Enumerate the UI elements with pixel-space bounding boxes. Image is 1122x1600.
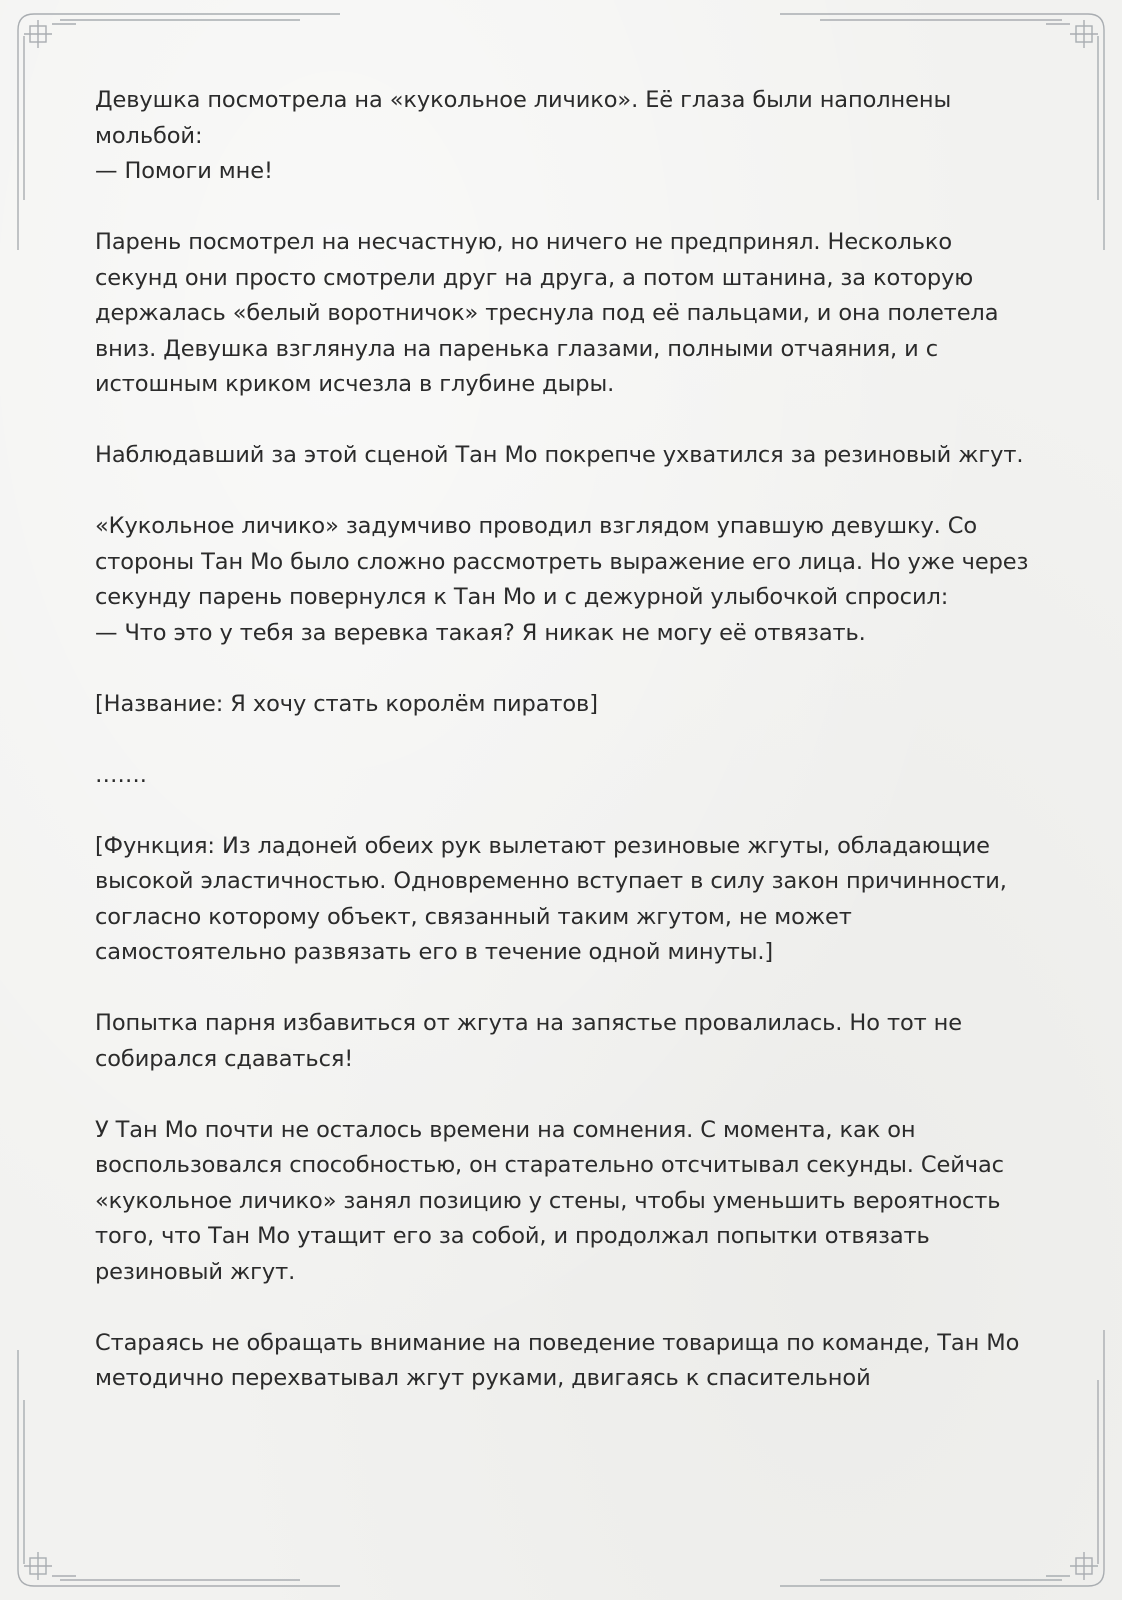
paragraph: Наблюдавший за этой сценой Тан Мо покрепче ухватился за резиновый жгут.	[95, 442, 1024, 468]
paragraph: Парень посмотрел на несчастную, но ничего не предпринял. Несколько секунд они просто смотрели друг на друга, а потом штанина, за которую держалась «белый воротничок» треснула под её пальцами, и она полетела вниз. Девушка взглянула на паренька глазами, полными отчаяния, и с истошным криком исчезла в глубине дыры.	[95, 229, 999, 397]
paragraph: [Функция: Из ладоней обеих рук вылетают резиновые жгуты, обладающие высокой эластичностью. Одновременно вступает в силу закон причинности, согласно которому объект, связанный таким жгутом, не может самостоятельно развязать его в течение одной минуты.]	[95, 832, 1007, 965]
document-body	[95, 83, 1035, 1432]
paragraph: [Название: Я хочу стать королём пиратов]	[95, 690, 598, 717]
paragraph: У Тан Мо почти не осталось времени на сомнения. С момента, как он воспользовался способностью, он старательно отсчитывал секунды. Сейчас «кукольное личико» занял позицию у стены, чтобы уменьшить вероятность того, что Тан Мо утащит его за собой, и продолжал попытки отвязать резиновый жгут.	[95, 1116, 1004, 1285]
paragraph: Стараясь не обращать внимание на поведение товарища по команде, Тан Мо методично перехватывал жгут руками, двигаясь к спасительной	[95, 1329, 1020, 1391]
paragraph: Девушка посмотрела на «кукольное личико». Её глаза были наполнены мольбой: — Помоги мне!	[95, 87, 952, 184]
paragraph: Попытка парня избавиться от жгута на запястье провалилась. Но тот не собирался сдаваться!	[95, 1010, 963, 1072]
paragraph: …….	[95, 761, 147, 788]
paragraph: «Кукольное личико» задумчиво проводил взглядом упавшую девушку. Со стороны Тан Мо было сложно рассмотреть выражение его лица. Но уже через секунду парень повернулся к Тан Мо и с дежурной улыбочкой спросил: — Что это у тебя за веревка такая? Я никак не могу её отвязать.	[95, 513, 1029, 646]
